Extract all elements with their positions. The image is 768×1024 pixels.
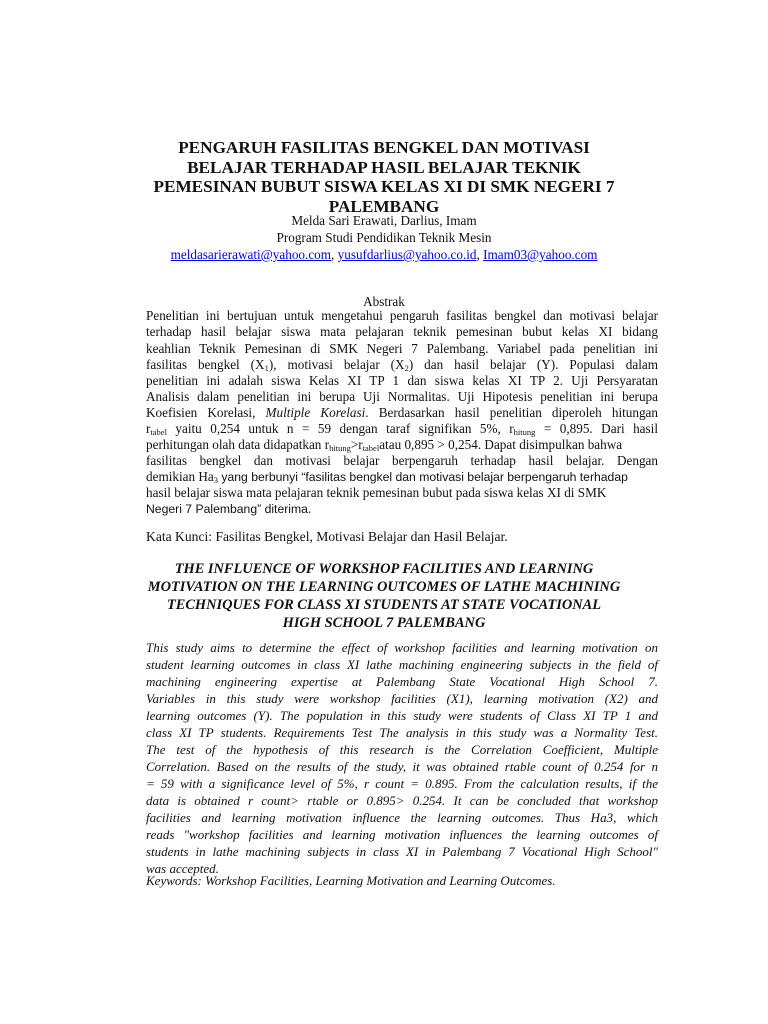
english-abstract-line: learning outcomes (Y). The population in this study were students of Class XI TP 1 and — [146, 708, 658, 723]
abstract-line: perhitungan olah data didapatkan $r_{hitung}>r_{tabel}atau$ 0,895 > 0,254. Dapat disimpulkan bahwa — [146, 437, 623, 453]
email-separator: , — [331, 247, 338, 262]
email-link-2[interactable]: yusufdarlius@yahoo.co.id — [337, 247, 477, 262]
abstract-line: keahlian Teknik Pemesinan di SMK Negeri 7 Palembang. Variabel pada penelitian ini — [146, 341, 658, 356]
abstract-line: fasilitas bengkel $(X_1)$, motivasi belajar $(X_2)$ dan hasil belajar (Y). Populasi dalam — [146, 357, 658, 373]
abstract-line: Negeri 7 Palembang” diterima. — [146, 501, 312, 516]
email-link-3[interactable]: Imam03@yahoo.com — [483, 247, 598, 262]
kata-kunci: Kata Kunci: Fasilitas Bengkel, Motivasi Belajar dan Hasil Belajar. — [146, 529, 508, 544]
title-line-1: PENGARUH FASILITAS BENGKEL DAN MOTIVASI — [178, 138, 590, 157]
abstract-line: penelitian ini adalah siswa Kelas XI TP 1 dan siswa kelas XI TP 2. Uji Persyaratan — [146, 373, 658, 388]
abstract-line: terhadap hasil belajar siswa mata pelajaran teknik pemesinan bubut kelas XI bidang — [146, 324, 658, 339]
english-abstract-line: This study aims to determine the effect of workshop facilities and learning motivation on — [146, 640, 658, 655]
english-keywords: Keywords: Workshop Facilities, Learning Motivation and Learning Outcomes. — [146, 873, 556, 888]
english-abstract-line: data is obtained r count> rtable or 0.895> 0.254. It can be concluded that workshop — [146, 793, 658, 808]
english-title-line-2: MOTIVATION ON THE LEARNING OUTCOMES OF LATHE MACHINING — [147, 579, 621, 595]
english-abstract-line: students in lathe machining subjects in class XI in Palembang 7 Vocational High School" — [146, 844, 658, 859]
authors: Melda Sari Erawati, Darlius, Imam — [291, 213, 477, 228]
english-abstract-line: was accepted. — [146, 861, 219, 876]
abstract-line: Penelitian ini bertujuan untuk mengetahui pengaruh fasilitas bengkel dan motivasi belajar — [146, 308, 658, 323]
email-link-1[interactable]: meldasarierawati@yahoo.com — [170, 247, 332, 262]
affiliation: Program Studi Pendidikan Teknik Mesin — [276, 230, 492, 245]
english-title-line-3: TECHNIQUES FOR CLASS XI STUDENTS AT STATE VOCATIONAL — [166, 597, 602, 613]
english-abstract-line: student learning outcomes in class XI lathe machining engineering subjects in the field of — [146, 657, 658, 672]
abstract-line: demikian $Ha_3$ yang berbunyi “fasilitas bengkel dan motivasi belajar berpengaruh terhadap — [146, 469, 628, 485]
title-line-4: PALEMBANG — [328, 196, 440, 216]
abstract-line: Analisis dalam penelitian ini berupa Uji Normalitas. Uji Hipotesis penelitian ini berupa — [146, 389, 658, 404]
english-title-line-1: THE INFLUENCE OF WORKSHOP FACILITIES AND LEARNING — [174, 561, 594, 577]
english-title-line-4: HIGH SCHOOL 7 PALEMBANG — [282, 615, 486, 631]
abstract-line: $r_{tabel}$ yaitu 0,254 untuk n = 59 dengan taraf signifikan 5%, $r_{hitung} = 0,895$. Dari hasil — [146, 421, 658, 437]
abstract-line: fasilitas bengkel dan motivasi belajar berpengaruh terhadap hasil belajar. Dengan — [146, 453, 658, 468]
title-line-2: BELAJAR TERHADAP HASIL BELAJAR TEKNIK — [187, 157, 581, 177]
english-abstract-line: class XI TP students. Requirements Test The analysis in this study was a Normality Test. — [146, 725, 658, 740]
email-list — [100, 247, 668, 263]
english-abstract-line: Variables in this study were workshop facilities (X1), learning motivation (X2) and — [146, 691, 658, 706]
english-title — [120, 560, 648, 632]
abstract-line: Koefisien Korelasi, Multiple Korelasi. Berdasarkan hasil penelitian diperoleh hitungan — [146, 405, 659, 420]
abstract-line: hasil belajar siswa mata pelajaran teknik pemesinan bubut pada siswa kelas XI di SMK — [146, 485, 607, 500]
english-abstract-line: machining engineering expertise at Palembang State Vocational High School 7. — [146, 674, 658, 689]
english-abstract-line: reads "workshop facilities and learning motivation influences the learning outcomes of — [146, 827, 658, 842]
english-abstract-line: facilities and learning motivation influence the learning outcomes. Thus Ha3, which — [146, 810, 658, 825]
email-separator: , — [476, 247, 484, 262]
english-abstract-line: The test of the hypothesis of this research is the Correlation Coefficient, Multiple — [146, 742, 658, 757]
english-abstract-line: = 59 with a significance level of 5%, r count = 0.895. From the calculation results, if the — [146, 776, 658, 791]
english-abstract-line: Correlation. Based on the results of the study, it was obtained rtable count of 0.254 for n — [146, 759, 658, 774]
abstract-heading: Abstrak — [363, 294, 405, 309]
title-line-3: PEMESINAN BUBUT SISWA KELAS XI DI SMK NEGERI 7 — [153, 177, 615, 197]
paper-title — [130, 138, 638, 216]
